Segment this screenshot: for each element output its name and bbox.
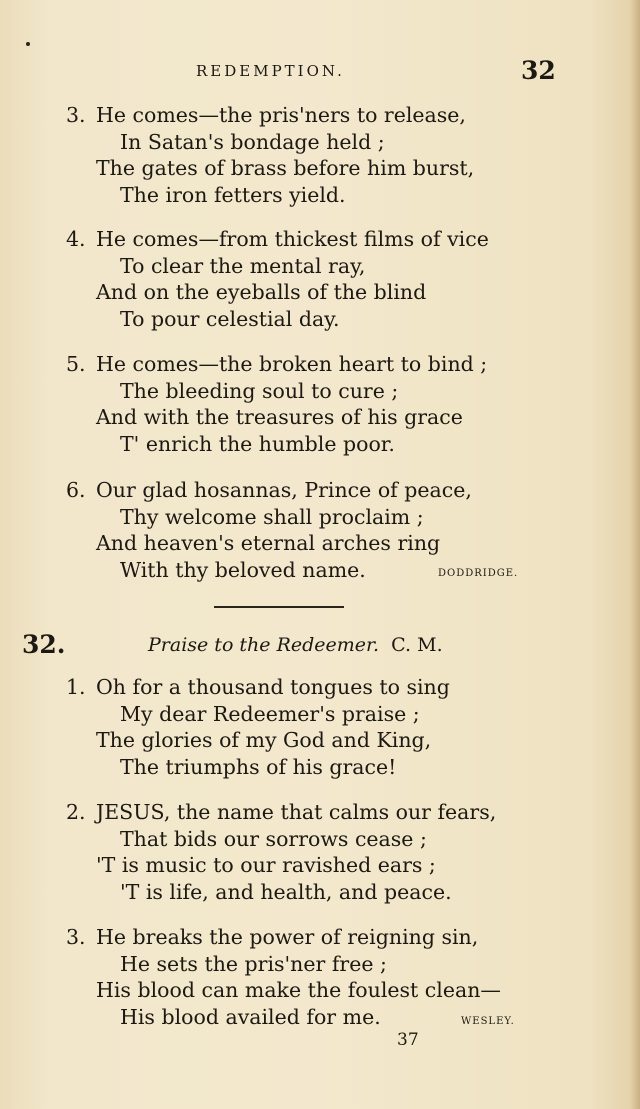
author-attribution: DODDRIDGE. — [438, 568, 519, 579]
page-hymn-number: 32 — [521, 56, 556, 85]
verse-line: Oh for a thousand tongues to sing — [96, 675, 450, 699]
stanza-32-2 — [66, 799, 506, 905]
verse-line: 'T is life, and health, and peace. — [120, 879, 452, 904]
hymn-title — [148, 634, 443, 656]
verse-line: JESUS, the name that calms our fears, — [96, 800, 497, 824]
verse-line: To pour celestial day. — [120, 306, 340, 331]
author-attribution: WESLEY. — [461, 1016, 515, 1027]
verse-line: That bids our sorrows cease ; — [120, 826, 427, 851]
section-divider — [214, 606, 344, 608]
verse-line: And on the eyeballs of the blind — [96, 280, 427, 304]
stanza-31-3 — [66, 102, 506, 208]
verse-number: 4. — [66, 227, 86, 251]
verse-line: 'T is music to our ravished ears ; — [96, 853, 436, 877]
verse-line: The gates of brass before him burst, — [96, 156, 475, 180]
verse-number: 5. — [66, 352, 86, 376]
verse-line: The bleeding soul to cure ; — [120, 378, 399, 403]
verse-line: His blood availed for me. — [120, 1004, 381, 1029]
stanza-32-1 — [66, 674, 506, 780]
stanza-31-5 — [66, 351, 506, 457]
verse-line: He sets the pris'ner free ; — [120, 951, 387, 976]
verse-number: 3. — [66, 103, 86, 127]
verse-line: His blood can make the foulest clean— — [96, 978, 501, 1002]
verse-line: The glories of my God and King, — [96, 728, 432, 752]
verse-line: With thy beloved name. — [120, 557, 366, 582]
page-edge-shadow — [630, 0, 640, 1109]
running-title: REDEMPTION. — [196, 62, 345, 80]
stanza-32-3 — [66, 924, 506, 1030]
verse-line: Thy welcome shall proclaim ; — [120, 504, 424, 529]
verse-line: T' enrich the humble poor. — [120, 431, 395, 456]
verse-line: And heaven's eternal arches ring — [96, 531, 441, 555]
verse-line: In Satan's bondage held ; — [120, 129, 385, 154]
hymn-number: 32. — [22, 630, 66, 659]
verse-line: The triumphs of his grace! — [120, 754, 397, 779]
verse-number: 1. — [66, 675, 86, 699]
page-number: 37 — [397, 1030, 419, 1050]
hymn-meter: C. M. — [391, 634, 443, 656]
verse-line: The iron fetters yield. — [120, 182, 346, 207]
verse-line: And with the treasures of his grace — [96, 405, 463, 429]
ink-speck — [26, 42, 30, 46]
verse-line: He comes—the pris'ners to release, — [96, 103, 466, 127]
hymn-title-text: Praise to the Redeemer. — [148, 634, 380, 656]
verse-number: 6. — [66, 478, 86, 502]
verse-line: He comes—the broken heart to bind ; — [96, 352, 488, 376]
stanza-31-4 — [66, 226, 506, 332]
verse-number: 2. — [66, 800, 86, 824]
verse-line: Our glad hosannas, Prince of peace, — [96, 478, 472, 502]
verse-number: 3. — [66, 925, 86, 949]
verse-line: My dear Redeemer's praise ; — [120, 701, 420, 726]
verse-line: He comes—from thickest films of vice — [96, 227, 489, 251]
verse-line: He breaks the power of reigning sin, — [96, 925, 479, 949]
verse-line: To clear the mental ray, — [120, 253, 366, 278]
